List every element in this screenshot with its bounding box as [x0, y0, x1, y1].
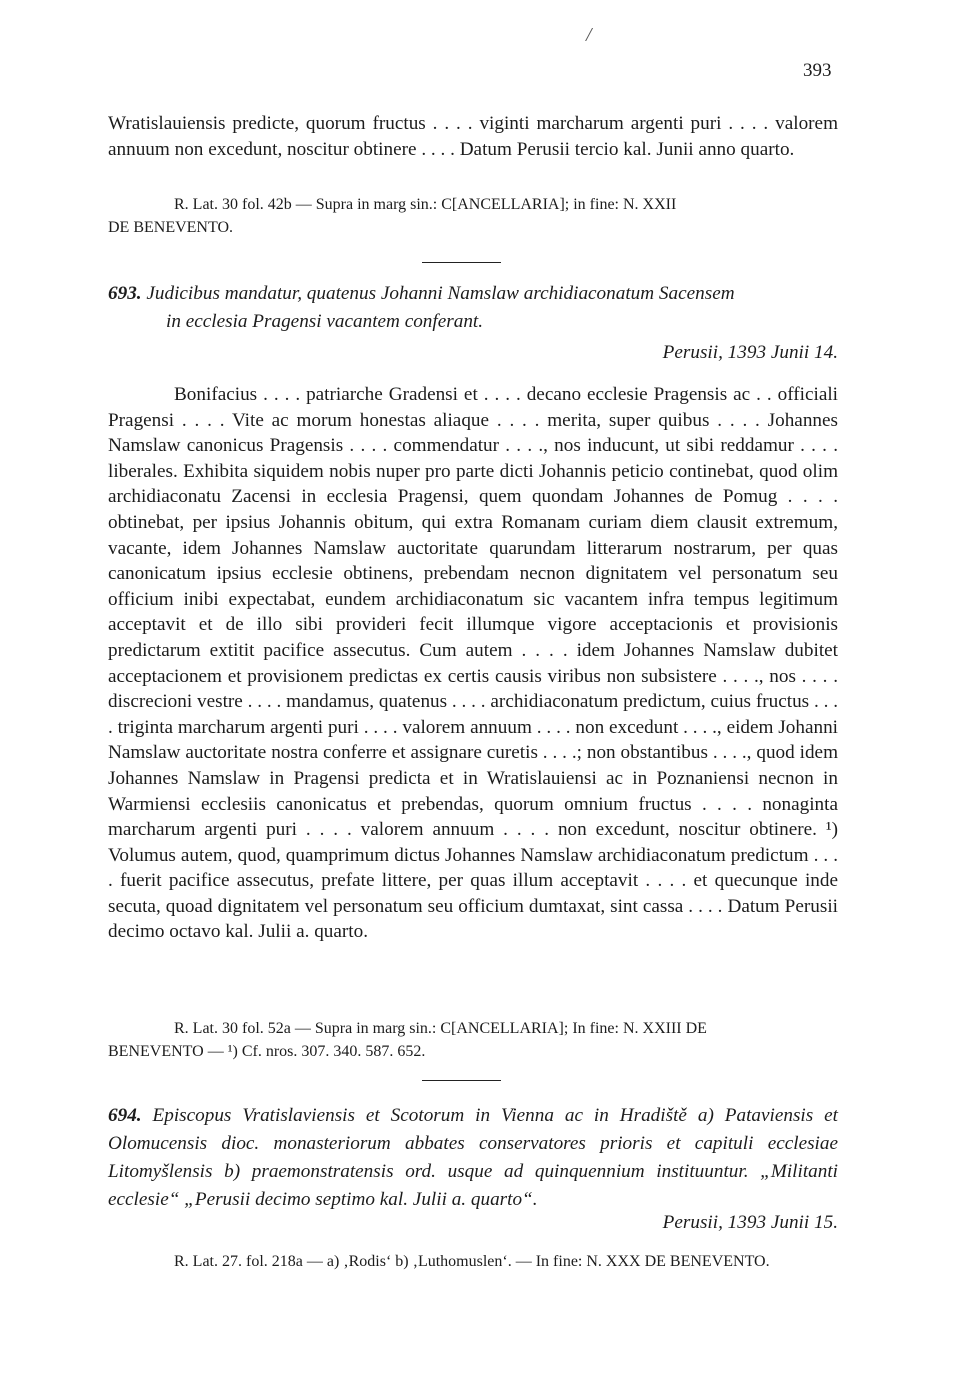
- apparatus-line: R. Lat. 30 fol. 42b — Supra in marg sin.: C[ANCELLARIA]; in fine: N. XXII: [174, 196, 677, 213]
- document-number: 693.: [108, 283, 142, 304]
- section-separator: [422, 262, 501, 263]
- document-693-body: [108, 382, 838, 945]
- document-694-date-block: [108, 1212, 838, 1234]
- margin-pencil-mark: /: [586, 24, 592, 46]
- apparatus-line: BENEVENTO — ¹) Cf. nros. 307. 340. 587. 652.: [108, 1042, 426, 1060]
- document-693-apparatus: [108, 1018, 838, 1063]
- document-number: 694.: [108, 1105, 142, 1126]
- continuation-apparatus: [108, 194, 838, 239]
- document-693-date-block: [108, 342, 838, 364]
- previous-document-continuation: [108, 111, 838, 162]
- section-separator: [422, 1080, 501, 1081]
- regest-line: Judicibus mandatur, quatenus Johanni Namslaw archidiaconatum Sacensem: [146, 283, 735, 304]
- document-694-apparatus: [108, 1251, 838, 1274]
- apparatus-line: R. Lat. 27. fol. 218a — a) ‚Rodis‘ b) ‚Luthomuslen‘. — In fine: N. XXX DE BENEVENTO.: [174, 1253, 770, 1270]
- document-date: Perusii, 1393 Junii 15.: [662, 1212, 838, 1233]
- page-number: 393: [803, 60, 832, 81]
- document-694-heading: [108, 1102, 838, 1214]
- apparatus-line: R. Lat. 30 fol. 52a — Supra in marg sin.: C[ANCELLARIA]; In fine: N. XXIII DE: [174, 1020, 707, 1037]
- apparatus-line: DE BENEVENTO.: [108, 218, 234, 236]
- document-date: Perusii, 1393 Junii 14.: [662, 342, 838, 363]
- document-693-heading: [108, 280, 838, 336]
- document-text: Bonifacius . . . . patriarche Gradensi et . . . . decano ecclesie Pragensis ac . . officiali Pragensi . . . . Vite ac morum honestas aliaque . . . . merita, super quibus . . . . Johannes Namslaw canonicus Pragensis . . . . commendatur . . . ., nos inducunt, ut sibi reddamur . . . . liberales. Exhibita siquidem nobis nuper pro parte dicti Johannis peticio continebat, quod olim archidiaconatu Zacensi in ecclesia Pragensi, quem quondam Johannes de Pomug . . . . obtinebat, per ipsius Johannis obitum, qui extra Romanam curiam diem clausit extremum, vacante, idem Johannes Namslaw auctoritate quarundam litterarum nostrarum, per quas canonicatum ipsius ecclesie obtinens, prebendam necnon dignitatem vel personatum seu officium inibi expectabat, eundem archidiaconatum sic vacantem infra tempus legitimum acceptavit et de illo sibi provideri fecit illumque vigore acceptacionis et provisionis predictarum extitit pacifice assecutus. Cum autem . . . . idem Johannes Namslaw dubitet acceptacionem et provisionem predictas ex certis causis viribus non subsistere . . . ., nos . . . . discrecioni vestre . . . . mandamus, quatenus . . . . archidiaconatum predictum, cuius fructus . . . . triginta marcharum argenti puri . . . . valorem annuum . . . . non excedunt . . . ., eidem Johanni Namslaw auctoritate nostra conferre et assignare curetis . . . .; non obstantibus . . . ., quod idem Johannes Namslaw in Pragensi predicta et in Wratislauiensi ac in Poznaniensi necnon in Warmiensi ecclesiis canonicatus et prebendas, quorum omnium fructus . . . . nonaginta marcharum argenti puri . . . . valorem annuum . . . . non excedunt, noscitur obtinere. ¹) Volumus autem, quod, quamprimum dictus Johannes Namslaw archidiaconatum predictum . . . . fuerit pacifice assecutus, prefate littere, per quas illum acceptavit . . . . et quecunque inde secuta, quoad dignitatem vel personatum seu officium dumtaxat, sint cassa . . . . Datum Perusii decimo octavo kal. Julii a. quarto.: [108, 384, 838, 943]
- regest-text: Episcopus Vratislaviensis et Scotorum in Vienna ac in Hradiště a) Pataviensis et Olomucensis dioc. monasteriorum abbates conservatores prioris et capituli ecclesiae Litomyšlensis b) praemonstratensis ord. usque ad quinquennium instituuntur. „Militanti ecclesie“ „Perusii decimo septimo kal. Julii a. quarto“.: [108, 1105, 839, 1210]
- continuation-text: Wratislauiensis predicte, quorum fructus . . . . viginti marcharum argenti puri . . . . valorem annuum non excedunt, noscitur obtinere . . . . Datum Perusii tercio kal. Junii anno quarto.: [108, 113, 838, 160]
- regest-line: in ecclesia Pragensi vacantem conferant.: [166, 311, 484, 332]
